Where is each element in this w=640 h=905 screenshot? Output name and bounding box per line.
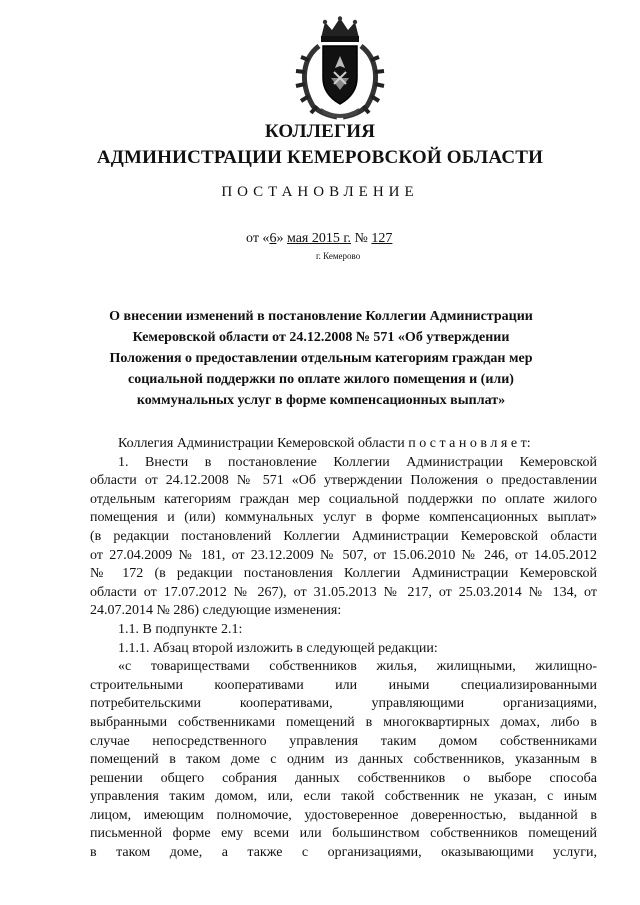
- organization-title-line1: КОЛЛЕГИЯ: [264, 121, 376, 142]
- document-type: ПОСТАНОВЛЕНИЕ: [221, 184, 419, 200]
- body-line: помещения и (или) коммунальных услуг в форме компенсационных выплат»: [90, 510, 597, 526]
- body-line: 1.1.1. Абзац второй изложить в следующей редакции:: [118, 640, 438, 656]
- body-line: от 27.04.2009 № 181, от 23.12.2009 № 507, от 15.06.2010 № 246, от 14.05.2012: [90, 547, 597, 563]
- body-line: случае непосредственного управления таким домом собственниками: [90, 733, 597, 749]
- body-line: письменной форме ему всеми или большинством собственников помещений: [90, 826, 597, 842]
- body-line: области от 24.12.2008 № 571 «Об утверждении Положения о предоставлении: [90, 473, 597, 489]
- body-line: 1. Внести в постановление Коллегии Администрации Кемеровской: [118, 454, 597, 470]
- body-line: выбранными собственниками помещений в многоквартирных домах, либо в: [90, 714, 597, 730]
- body-line: лицом, имеющим полномочие, удостоверенное доверенностью, выданной в: [90, 807, 597, 823]
- document-subject: О внесении изменений в постановление Коллегии Администрации Кемеровской области от 24.12.2008 № 571 «Об утверждении Положения о предоставлении отдельным категориям граждан мер социальной поддержки по оплате жилого помещения и (или) коммунальных услуг в форме компенсационных выплат»: [109, 309, 533, 408]
- body-line: отдельным категориям граждан мер социальной поддержки по оплате жилого: [90, 491, 597, 507]
- body-line: строительными кооперативами или иными специализированными: [90, 677, 597, 693]
- date-prefix: от «: [246, 231, 270, 246]
- number-sign: №: [354, 231, 368, 246]
- body-line: в таком доме, а также с организациями, оказывающими услуги,: [90, 845, 597, 861]
- document-body: [90, 435, 597, 863]
- body-line: 1.1. В подпункте 2.1:: [118, 621, 243, 637]
- body-line: «с товариществами собственников жилья, жилищными, жилищно-: [118, 659, 597, 675]
- coat-of-arms-emblem: [291, 16, 389, 120]
- document-date-number: [246, 231, 392, 247]
- body-line: управления таким домом, или, если такой собственник не указан, с иным: [90, 789, 597, 805]
- date-day: 6: [269, 231, 277, 246]
- body-line: потребительскими кооперативами, управляющими организациями,: [90, 696, 597, 712]
- body-line: № 172 (в редакции постановления Коллегии Администрации Кемеровской: [90, 566, 597, 582]
- city-label: г. Кемерово: [316, 251, 361, 261]
- body-line: (в редакции постановлений Коллегии Администрации Кемеровской области: [90, 528, 597, 544]
- body-line: помещений в таком доме с одним из данных собственников, указанным в: [90, 752, 597, 768]
- body-line: области от 17.07.2012 № 267), от 31.05.2013 № 217, от 25.03.2014 № 134, от: [90, 584, 597, 600]
- date-month-year: мая 2015 г.: [286, 231, 352, 246]
- organization-title-line2: АДМИНИСТРАЦИИ КЕМЕРОВСКОЙ ОБЛАСТИ: [96, 147, 544, 168]
- date-close-quote: »: [276, 231, 284, 246]
- document-number: 127: [371, 231, 393, 246]
- body-line: Коллегия Администрации Кемеровской области п о с т а н о в л я е т:: [118, 436, 531, 451]
- body-line: 24.07.2014 № 286) следующие изменения:: [90, 603, 342, 619]
- body-line: решении общего собрания данных собственников о выборе способа: [90, 770, 597, 786]
